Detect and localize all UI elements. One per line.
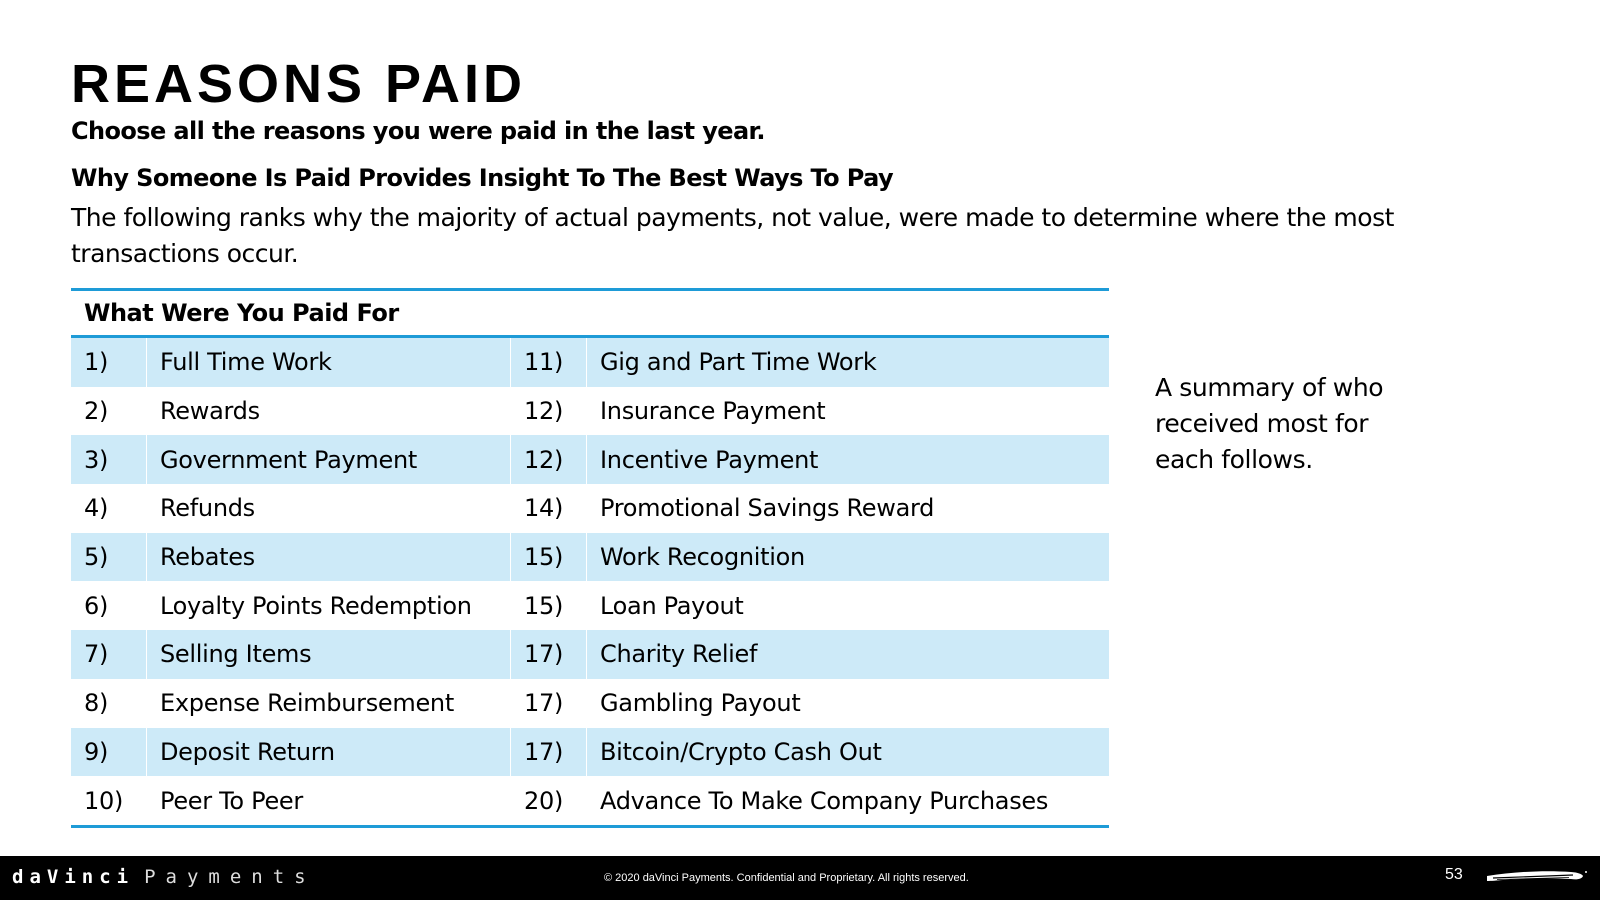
rank-cell: 10) <box>71 776 147 825</box>
reason-cell: Incentive Payment <box>600 445 819 474</box>
brand-logo <box>12 866 316 888</box>
rank-cell: 1) <box>71 338 147 387</box>
reason-cell: Rewards <box>147 387 511 436</box>
table-row <box>71 728 1109 777</box>
table-body <box>71 338 1109 828</box>
reason-cell: Advance To Make Company Purchases <box>600 786 1049 815</box>
reason-cell: Refunds <box>147 484 511 533</box>
reason-cell: Bitcoin/Crypto Cash Out <box>600 737 882 766</box>
table-row <box>71 630 1109 679</box>
rank-cell: 4) <box>71 484 147 533</box>
reason-cell: Gambling Payout <box>600 689 801 718</box>
table-row <box>71 533 1109 582</box>
rank-cell: 17) <box>511 728 587 777</box>
table-row <box>71 338 1109 387</box>
brand-name-bold: daVinci <box>12 866 135 888</box>
reason-cell: Rebates <box>147 533 511 582</box>
reason-cell: Insurance Payment <box>600 397 826 426</box>
table-row <box>71 484 1109 533</box>
reason-cell: Loan Payout <box>600 591 744 620</box>
rank-cell: 8) <box>71 679 147 728</box>
reason-cell: Selling Items <box>147 630 511 679</box>
rank-cell: 17) <box>511 679 587 728</box>
page-title: REASONS PAID <box>71 54 527 114</box>
table-row <box>71 776 1109 828</box>
wing-logo-icon <box>1483 866 1588 890</box>
summary-note: A summary of who received most for each follows. <box>1155 373 1384 474</box>
rank-cell: 12) <box>511 387 587 436</box>
reason-cell: Government Payment <box>147 435 511 484</box>
survey-question: Choose all the reasons you were paid in the last year. <box>71 117 765 145</box>
reason-cell: Deposit Return <box>147 728 511 777</box>
reason-cell: Full Time Work <box>147 338 511 387</box>
reason-cell: Peer To Peer <box>147 776 511 825</box>
copyright-text: © 2020 daVinci Payments. Confidential and Proprietary. All rights reserved. <box>604 872 969 884</box>
reason-cell: Loyalty Points Redemption <box>147 581 511 630</box>
rank-cell: 14) <box>511 484 587 533</box>
insight-heading: Why Someone Is Paid Provides Insight To The Best Ways To Pay <box>71 164 894 192</box>
rank-cell: 5) <box>71 533 147 582</box>
brand-name-light: Payments <box>144 866 316 888</box>
reason-cell: Work Recognition <box>600 543 805 572</box>
reason-cell: Gig and Part Time Work <box>600 348 877 377</box>
description-text: The following ranks why the majority of actual payments, not value, were made to determine where the most transactions occur. <box>71 203 1394 268</box>
reason-cell: Promotional Savings Reward <box>600 494 935 523</box>
page-number: 53 <box>1445 866 1463 883</box>
rank-cell: 3) <box>71 435 147 484</box>
rank-cell: 9) <box>71 728 147 777</box>
table-row <box>71 435 1109 484</box>
rank-cell: 11) <box>511 338 587 387</box>
rank-cell: 6) <box>71 581 147 630</box>
table-row <box>71 679 1109 728</box>
rank-cell: 17) <box>511 630 587 679</box>
rank-cell: 12) <box>511 435 587 484</box>
reason-cell: Charity Relief <box>600 640 758 669</box>
table-row <box>71 387 1109 436</box>
reasons-table <box>71 288 1109 828</box>
rank-cell: 15) <box>511 581 587 630</box>
table-row <box>71 581 1109 630</box>
footer-bar <box>0 856 1600 900</box>
rank-cell: 7) <box>71 630 147 679</box>
rank-cell: 15) <box>511 533 587 582</box>
rank-cell: 20) <box>511 776 587 825</box>
reason-cell: Expense Reimbursement <box>147 679 511 728</box>
rank-cell: 2) <box>71 387 147 436</box>
table-header: What Were You Paid For <box>71 288 1109 338</box>
